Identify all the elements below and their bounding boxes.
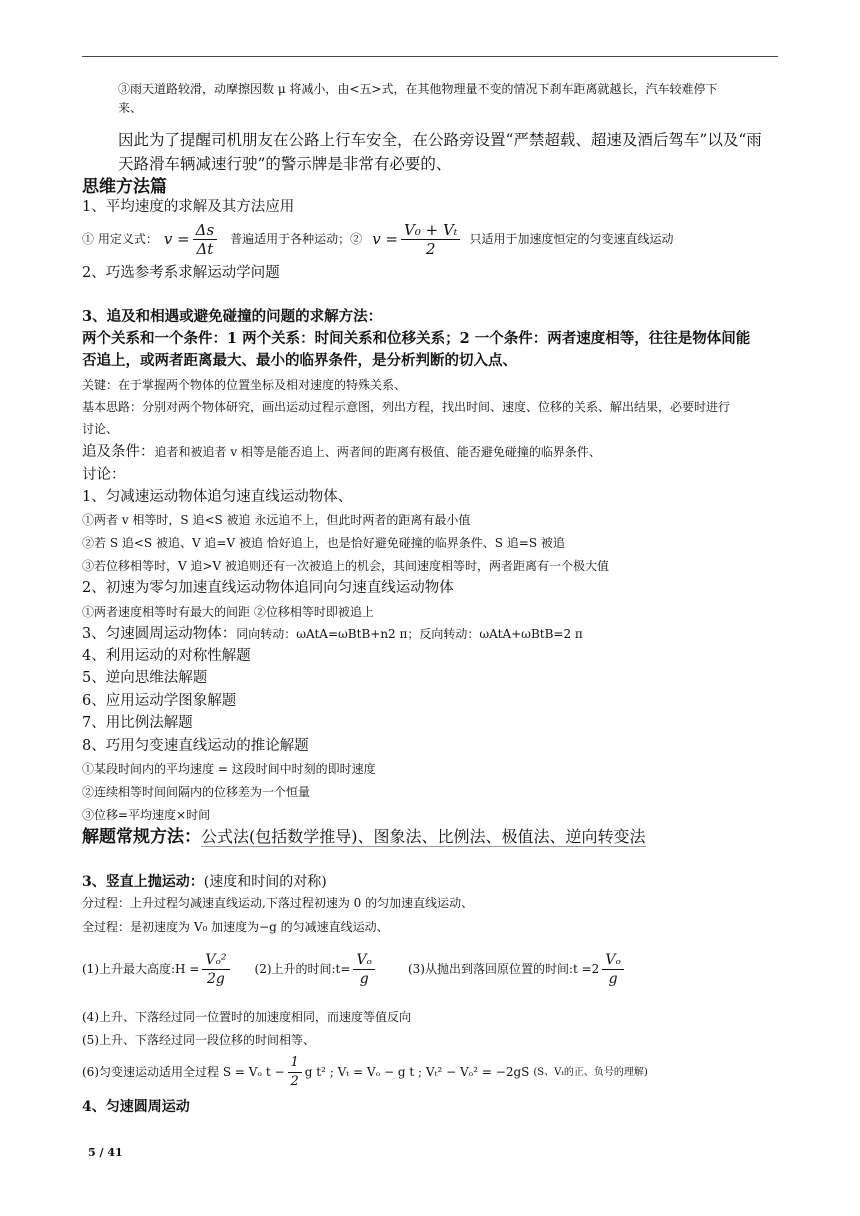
denominator: 2: [290, 1073, 299, 1089]
vt-sub: (速度和时间的对称): [203, 874, 327, 890]
idea-line: 讨论、: [82, 422, 119, 436]
fraction: [288, 1054, 302, 1091]
numerator: 1: [288, 1054, 302, 1073]
cond-body: 追者和被追者 v 相等是能否追上、两者间的距离有极值、能否避免碰撞的临界条件、: [154, 445, 601, 459]
method-item: 8、巧用匀变速直线运动的推论解题: [82, 738, 309, 754]
vt-split: 分过程：上升过程匀减速直线运动,下落过程初速为 0 的匀加速直线运动、: [82, 896, 474, 910]
common-methods: [82, 824, 782, 850]
vt-formulas: [82, 944, 782, 994]
formula-text: (6)匀变速运动适用全过程 S = Vₒ t −: [82, 1064, 285, 1079]
vt-head: 3、竖直上抛运动：: [82, 874, 204, 890]
formula-note: (S、Vₜ的正、负号的理解): [533, 1066, 648, 1078]
p6-line: [82, 1050, 782, 1094]
numerator: Vₒ: [602, 951, 624, 970]
header-rule: [82, 56, 778, 57]
text-line: 来、: [118, 101, 143, 115]
denominator: g: [359, 970, 369, 987]
cond-line: [82, 440, 782, 463]
ref-title: 2、巧选参考系求解运动学问题: [82, 265, 280, 281]
m8a: ①某段时间内的平均速度 = 这段时间中时刻的即时速度: [82, 762, 376, 776]
denominator: Δt: [196, 239, 214, 258]
circ-title: 4、匀速圆周运动: [82, 1099, 190, 1115]
formula-text: g t² ; Vₜ = Vₒ − g t ; Vₜ² − Vₒ² = −2gS: [304, 1064, 530, 1079]
method-item: 4、利用运动的对称性解题: [82, 648, 251, 664]
denominator: 2: [425, 239, 436, 258]
common-head: 解题常规方法：: [82, 827, 201, 847]
d3-body: 同向转动：ωAtA=ωBtB+n2 π；反向转动：ωAtA+ωBtB=2 π: [236, 627, 583, 641]
p5: (5)上升、下落经过同一段位移的时间相等、: [82, 1033, 315, 1047]
d1c: ③若位移相等时，V 追>V 被追则还有一次被追上的机会，其间速度相等时，两者距离有一个极大值: [82, 559, 610, 573]
chase-title: 3、追及和相遇或避免碰撞的问题的求解方法：: [82, 308, 383, 325]
avg-title: 1、平均速度的求解及其方法应用: [82, 199, 295, 215]
d3-line: [82, 622, 782, 645]
idea-line: 基本思路：分别对两个物体研究，画出运动过程示意图，列出方程，找出时间、速度、位移的关系、解出结果，必要时进行: [82, 400, 731, 414]
avg-formulas: [82, 218, 782, 260]
p4: (4)上升、下落经过同一位置时的加速度相同，而速度等值反向: [82, 1010, 412, 1024]
d1a: ①两者 v 相等时，S 追<S 被追 永远追不上，但此时两者的距离有最小值: [82, 513, 471, 527]
fraction: [401, 221, 460, 258]
numerator: Vₒ: [353, 951, 375, 970]
d1-title: 1、匀减速运动物体追匀速直线运动物体、: [82, 489, 353, 505]
vt-title-line: [82, 870, 782, 893]
method-item: 5、逆向思维法解题: [82, 670, 208, 686]
text-line: 天路滑车辆减速行驶”的警示牌是非常有必要的、: [118, 155, 452, 173]
text: 只适用于加速度恒定的匀变速直线运动: [469, 231, 674, 246]
d2a: ①两者速度相等时有最大的间距 ②位移相等时即被追上: [82, 605, 374, 619]
text: 普遍适用于各种运动；②: [230, 231, 363, 246]
rain-paragraph: [82, 80, 818, 118]
formula-lhs: v =: [163, 229, 190, 248]
vt-whole: 全过程：是初速度为 V₀ 加速度为−g 的匀减速直线运动、: [82, 920, 389, 934]
method-item: 7、用比例法解题: [82, 715, 193, 731]
fraction: [193, 221, 218, 258]
chase-bold-line: 否追上，或两者距离最大、最小的临界条件，是分析判断的切入点、: [82, 352, 517, 369]
cond-head: 追及条件：: [82, 444, 155, 460]
text: ① 用定义式：: [82, 231, 158, 246]
section-title: 思维方法篇: [82, 177, 167, 197]
numerator: Δs: [193, 221, 218, 240]
d2-title: 2、初速为零匀加速直线运动物体追同向匀速直线运动物体: [82, 580, 454, 596]
text-line: 因此为了提醒司机朋友在公路上行车安全，在公路旁设置“严禁超载、超速及酒后驾车”以及“雨: [118, 131, 762, 149]
chase-bold-line: 两个关系和一个条件：1 两个关系：时间关系和位移关系；2 一个条件：两者速度相等，往往是物体间能: [82, 330, 751, 347]
denominator: g: [608, 970, 618, 987]
formula-lhs: v =: [372, 229, 398, 248]
fraction: [353, 951, 375, 988]
formula-lhs: (1)上升最大高度:H =: [82, 961, 200, 976]
fraction: [602, 951, 624, 988]
d3-head: 3、匀速圆周运动物体：: [82, 626, 237, 642]
formula-lhs: (2)上升的时间:t=: [254, 961, 351, 976]
key-line: 关键：在于掌握两个物体的位置坐标及相对速度的特殊关系、: [82, 378, 407, 392]
d1b: ②若 S 追<S 被追、V 追=V 被追 恰好追上，也是恰好避免碰撞的临界条件、S 追=S 被追: [82, 536, 565, 550]
m8b: ②连续相等时间间隔内的位移差为一个恒量: [82, 785, 311, 799]
numerator: V₀ + Vₜ: [401, 221, 460, 240]
numerator: Vₒ²: [202, 951, 229, 970]
m8c: ③位移=平均速度×时间: [82, 808, 211, 822]
text-line: ③雨天道路较滑，动摩擦因数 μ 将减小，由<五>式，在其他物理量不变的情况下刹车距离就越长，汽车较难停下: [118, 82, 718, 96]
discussion-label: 讨论：: [82, 467, 126, 483]
page-number: 5 / 41: [88, 1146, 123, 1159]
warning-paragraph: [82, 128, 818, 176]
method-item: 6、应用运动学图象解题: [82, 693, 237, 709]
fraction: [202, 951, 229, 988]
formula-lhs: (3)从抛出到落回原位置的时间:t =2: [407, 961, 600, 976]
common-body: 公式法(包括数学推导)、图象法、比例法、极值法、逆向转变法: [201, 827, 646, 846]
denominator: 2g: [207, 970, 225, 987]
